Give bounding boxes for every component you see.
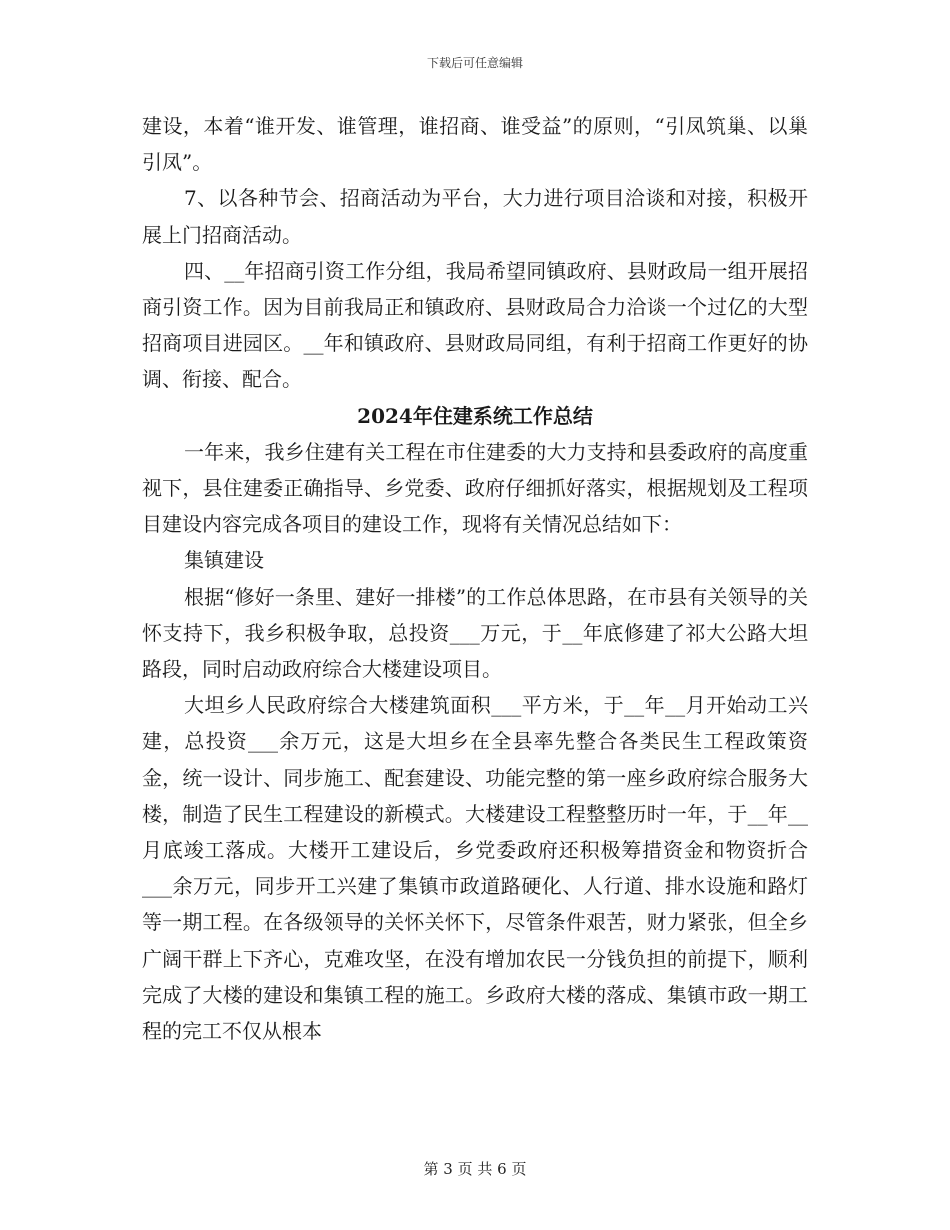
paragraph-continuation: 建设，本着“谁开发、谁管理，谁招商、谁受益”的原则，“引凤筑巢、以巢引凤”。	[142, 114, 808, 175]
paragraph-item-7: 7、以各种节会、招商活动为平台，大力进行项目洽谈和对接，积极开展上门招商活动。	[142, 186, 808, 247]
page-number: 第 3 页 共 6 页	[423, 1160, 527, 1178]
paragraph-road-project: 根据“修好一条里、建好一排楼”的工作总体思路，在市县有关领导的关怀支持下，我乡积极争取，总投资___万元，于__年底修建了祁大公路大坦路段，同时启动政府综合大楼建设项目。	[142, 584, 808, 682]
subheading-town-construction: 集镇建设	[184, 548, 264, 573]
document-body	[142, 108, 808, 1049]
paragraph-office-building: 大坦乡人民政府综合大楼建筑面积___平方米，于__年__月开始动工兴建，总投资___余万元，这是大坦乡在全县率先整合各类民生工程政策资金，统一设计、同步施工、配套建设、功能完整的第一座乡政府综合服务大楼，制造了民生工程建设的新模式。大楼建设工程整整历时一年，于__年__月底竣工落成。大楼开工建设后，乡党委政府还积极筹措资金和物资折合___余万元，同步开工兴建了集镇市政道路硬化、人行道、排水设施和路灯等一期工程。在各级领导的关怀关怀下，尽管条件艰苦，财力紧张，但全乡广阔干群上下齐心，克难攻坚，在没有增加农民一分钱负担的前提下，顺利完成了大楼的建设和集镇工程的施工。乡政府大楼的落成、集镇市政一期工程的完工不仅从根本	[142, 693, 808, 1044]
paragraph-intro: 一年来，我乡住建有关工程在市住建委的大力支持和县委政府的高度重视下，县住建委正确指导、乡党委、政府仔细抓好落实，根据规划及工程项目建设内容完成各项目的建设工作，现将有关情况总结如下：	[142, 439, 808, 537]
page-header-note: 下载后可任意编辑	[426, 56, 523, 70]
section-title: 2024年住建系统工作总结	[357, 403, 593, 428]
paragraph-section-four: 四、__年招商引资工作分组，我局希望同镇政府、县财政局一组开展招商引资工作。因为目前我局正和镇政府、县财政局合力洽谈一个过亿的大型招商项目进园区。__年和镇政府、县财政局同组，有利于招商工作更好的协调、衔接、配合。	[142, 258, 808, 392]
